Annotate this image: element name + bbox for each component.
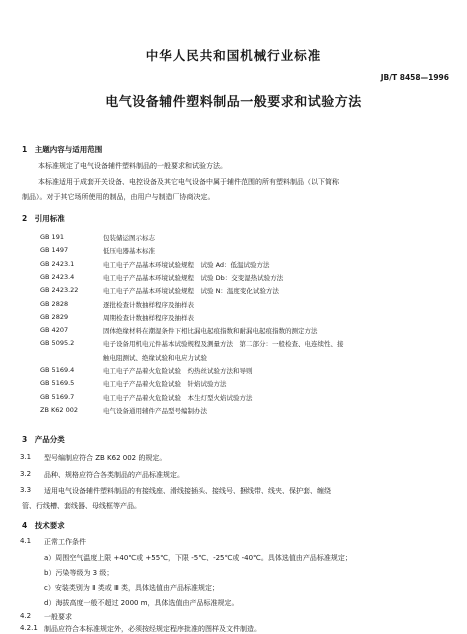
reference-title: 电工电子产品基本环境试验规程 试验 Ad：低温试验方法 [103, 261, 270, 269]
paragraph: 本标准规定了电气设备辅件塑料制品的一般要求和试验方法。 [38, 162, 227, 170]
paragraph: 制品）。对于其它场所使用的制品，由用户与制造厂协商决定。 [22, 193, 215, 201]
reference-title: 电子设备用机电元件基本试验规程及测量方法 第二部分：一般检查、电连续性、接 [103, 340, 344, 348]
clause-number: 4.1 [20, 537, 32, 545]
clause-text: 正常工作条件 [44, 538, 86, 546]
list-item: b）污染等级为 3 级； [44, 569, 114, 577]
reference-title: 逐批检查计数抽样程序及抽样表 [103, 301, 194, 309]
reference-title: 触电阻测试、绝缘试验和电应力试验 [103, 354, 207, 362]
clause-text: 一般要求 [44, 613, 72, 621]
reference-title: 电工电子产品基本环境试验规程 试验 N：温度变化试验方法 [103, 287, 279, 295]
reference-title: 电工电子产品基本环境试验规程 试验 Db：交变湿热试验方法 [103, 274, 284, 282]
reference-code: GB 5169.4 [40, 366, 75, 374]
reference-title: 包装储运图示标志 [103, 234, 155, 242]
reference-title: 电工电子产品着火危险试验 针焰试验方法 [103, 380, 227, 388]
reference-title: 周期检查计数抽样程序及抽样表 [103, 314, 194, 322]
document-title: 电气设备辅件塑料制品一般要求和试验方法 [105, 95, 362, 110]
list-item: c）安装类别为 Ⅱ 类或 Ⅲ 类，具体选值由产品标准规定； [44, 584, 220, 592]
reference-title: 电工电子产品着火危险试验 本生灯型火焰试验方法 [103, 394, 253, 402]
reference-code: GB 2423.4 [40, 273, 75, 281]
reference-code: ZB K62 002 [40, 406, 78, 414]
section-3-heading: 3 产品分类 [22, 435, 65, 444]
section-2-heading: 2 引用标准 [22, 214, 65, 223]
clause-text: 品种、规格应符合各类制品的产品标准规定。 [44, 471, 184, 479]
clause-text: 型号编制应符合 ZB K62 002 的规定。 [44, 454, 167, 462]
list-item: d）海拔高度一般不超过 2000 m，具体选值由产品标准规定。 [44, 599, 239, 607]
reference-code: GB 2423.1 [40, 260, 75, 268]
reference-code: GB 5169.5 [40, 379, 75, 387]
reference-title: 低压电器基本标准 [103, 247, 155, 255]
reference-code: GB 2829 [40, 313, 69, 321]
reference-title: 电工电子产品着火危险试验 灼热丝试验方法和导则 [103, 367, 253, 375]
reference-code: GB 5095.2 [40, 339, 75, 347]
clause-text: 适用电气设备辅件塑料制品的有接线座、滑线接插头、接线号、捆线带、线夹、保护套、缠绕 [44, 487, 331, 495]
clause-text: 制品应符合本标准规定外，必须按经规定程序批准的图样及文件制造。 [44, 625, 261, 633]
reference-code: GB 191 [40, 233, 64, 241]
clause-number: 3.2 [20, 470, 32, 478]
clause-number: 4.2.1 [20, 624, 38, 632]
clause-number: 4.2 [20, 612, 32, 620]
list-item: a）周围空气温度上限 +40℃或 +55℃，下限 -5℃、-25℃或 -40℃。具体选值由产品标准规定； [44, 554, 352, 562]
section-4-heading: 4 技术要求 [22, 521, 65, 530]
reference-code: GB 5169.7 [40, 393, 75, 401]
reference-title: 电气设备通用辅件产品型号编制办法 [103, 407, 207, 415]
reference-title: 固体绝缘材料在潮湿条件下相比漏电起痕指数和耐漏电起痕指数的测定方法 [103, 327, 318, 335]
clause-number: 3.1 [20, 453, 32, 461]
paragraph: 本标准适用于成套开关设备、电控设备及其它电气设备中属于辅件范围的所有塑料制品（以下简称 [38, 178, 339, 186]
reference-code: GB 4207 [40, 326, 69, 334]
section-1-heading: 1 主题内容与适用范围 [22, 145, 103, 154]
reference-code: GB 1497 [40, 246, 69, 254]
clause-number: 3.3 [20, 486, 32, 494]
standard-header: 中华人民共和国机械行业标准 [145, 48, 322, 63]
reference-code: GB 2828 [40, 300, 69, 308]
clause-text-continued: 管、行线槽、套线器、母线框等产品。 [22, 502, 141, 510]
reference-code: GB 2423.22 [40, 286, 79, 294]
standard-number: JB/T 8458—1996 [380, 73, 449, 82]
